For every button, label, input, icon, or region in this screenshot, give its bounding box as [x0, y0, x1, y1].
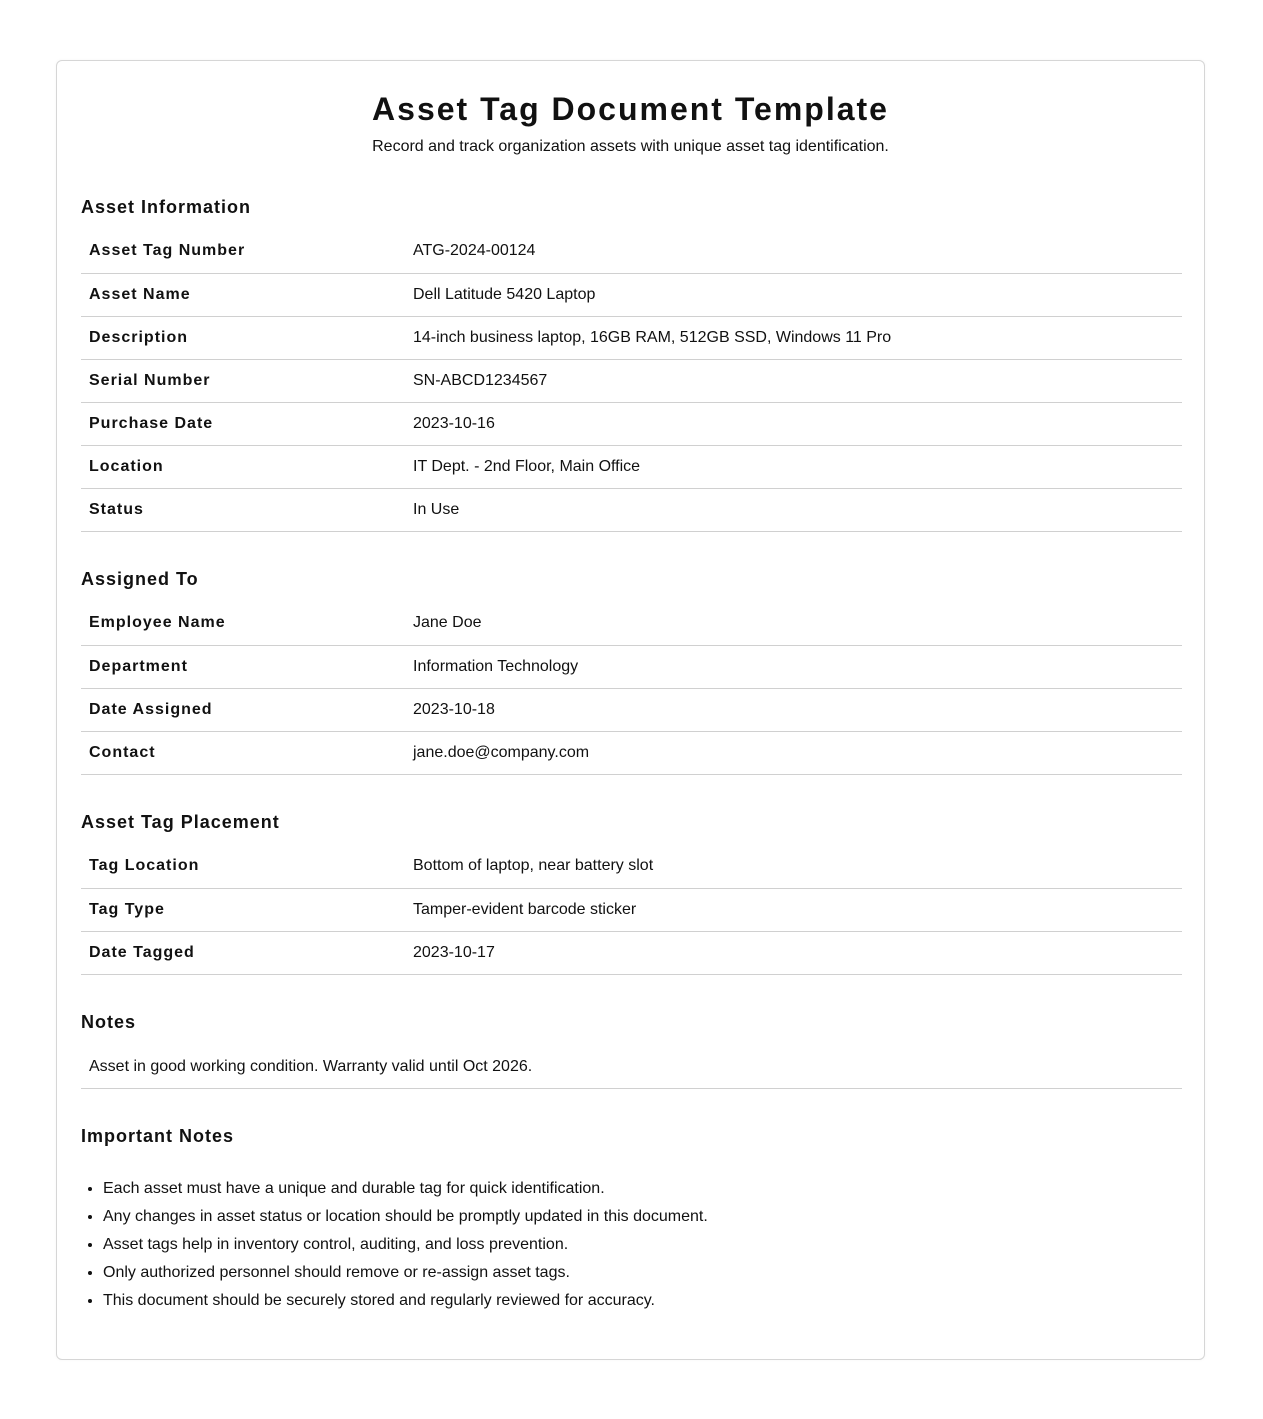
field-label: Date Tagged: [89, 943, 195, 961]
field-label: Tag Location: [89, 857, 200, 875]
field-label: Serial Number: [89, 371, 211, 389]
table-row: [81, 645, 1182, 688]
field-label: Date Assigned: [89, 700, 213, 718]
section-important-notes: [81, 1124, 1182, 1315]
list-item: • Each asset must have a unique and durable tag for quick identification.: [103, 1175, 1182, 1203]
field-value: Dell Latitude 5420 Laptop: [413, 285, 596, 303]
table-row: [81, 230, 1182, 273]
field-label: Employee Name: [89, 614, 226, 632]
asset-information-table: [81, 230, 1182, 532]
field-value: jane.doe@company.com: [413, 743, 590, 761]
section-tag-placement: [81, 810, 1182, 975]
document-subtitle: Record and track organization assets with unique asset tag identification.: [372, 138, 889, 155]
section-assigned-to: [81, 567, 1182, 775]
list-item: • Only authorized personnel should remove or re-assign asset tags.: [103, 1259, 1182, 1287]
field-value: Tamper-evident barcode sticker: [413, 900, 637, 918]
list-item: • Any changes in asset status or location should be promptly updated in this document.: [103, 1203, 1182, 1231]
field-value: 14-inch business laptop, 16GB RAM, 512GB SSD, Windows 11 Pro: [413, 328, 892, 346]
section-title-important-notes: Important Notes: [81, 1126, 235, 1146]
field-label: Asset Tag Number: [89, 242, 246, 260]
field-label: Department: [89, 657, 188, 675]
field-value: IT Dept. - 2nd Floor, Main Office: [413, 457, 641, 475]
list-item: • This document should be securely stored and regularly reviewed for accuracy.: [103, 1287, 1182, 1315]
table-row: [81, 359, 1182, 402]
field-value: ATG-2024-00124: [413, 242, 536, 260]
field-label: Location: [89, 457, 164, 475]
assigned-to-table: [81, 602, 1182, 775]
section-notes: [81, 1010, 1182, 1089]
field-value: Information Technology: [413, 657, 579, 675]
field-label: Status: [89, 500, 144, 518]
table-row: [81, 316, 1182, 359]
field-label: Purchase Date: [89, 414, 214, 432]
field-value: 2023-10-16: [413, 414, 495, 432]
table-row: [81, 445, 1182, 488]
section-title-notes: Notes: [81, 1012, 137, 1032]
tag-placement-table: [81, 845, 1182, 975]
document-card: [56, 60, 1205, 1360]
list-item: • Asset tags help in inventory control, auditing, and loss prevention.: [103, 1231, 1182, 1259]
document-title: Asset Tag Document Template: [372, 91, 889, 127]
table-row: [81, 488, 1182, 531]
field-label: Contact: [89, 743, 156, 761]
table-row: [81, 845, 1182, 888]
table-row: [81, 602, 1182, 645]
table-row: [81, 402, 1182, 445]
section-title-tag-placement: Asset Tag Placement: [81, 812, 280, 832]
field-label: Asset Name: [89, 285, 191, 303]
field-value: SN-ABCD1234567: [413, 371, 548, 389]
field-value: 2023-10-17: [413, 943, 495, 961]
field-value: Jane Doe: [413, 614, 482, 632]
field-value: In Use: [413, 500, 460, 518]
notes-text: Asset in good working condition. Warranty valid until Oct 2026.: [81, 1045, 1182, 1089]
table-row: [81, 931, 1182, 974]
field-label: Tag Type: [89, 900, 165, 918]
table-row: [81, 731, 1182, 774]
field-value: 2023-10-18: [413, 700, 495, 718]
table-row: [81, 688, 1182, 731]
section-asset-information: [81, 195, 1182, 532]
section-title-assigned-to: Assigned To: [81, 569, 199, 589]
important-notes-list: [81, 1175, 1182, 1315]
table-row: [81, 888, 1182, 931]
section-title-asset-information: Asset Information: [81, 197, 252, 217]
field-value: Bottom of laptop, near battery slot: [413, 857, 654, 875]
field-label: Description: [89, 328, 189, 346]
table-row: [81, 273, 1182, 316]
